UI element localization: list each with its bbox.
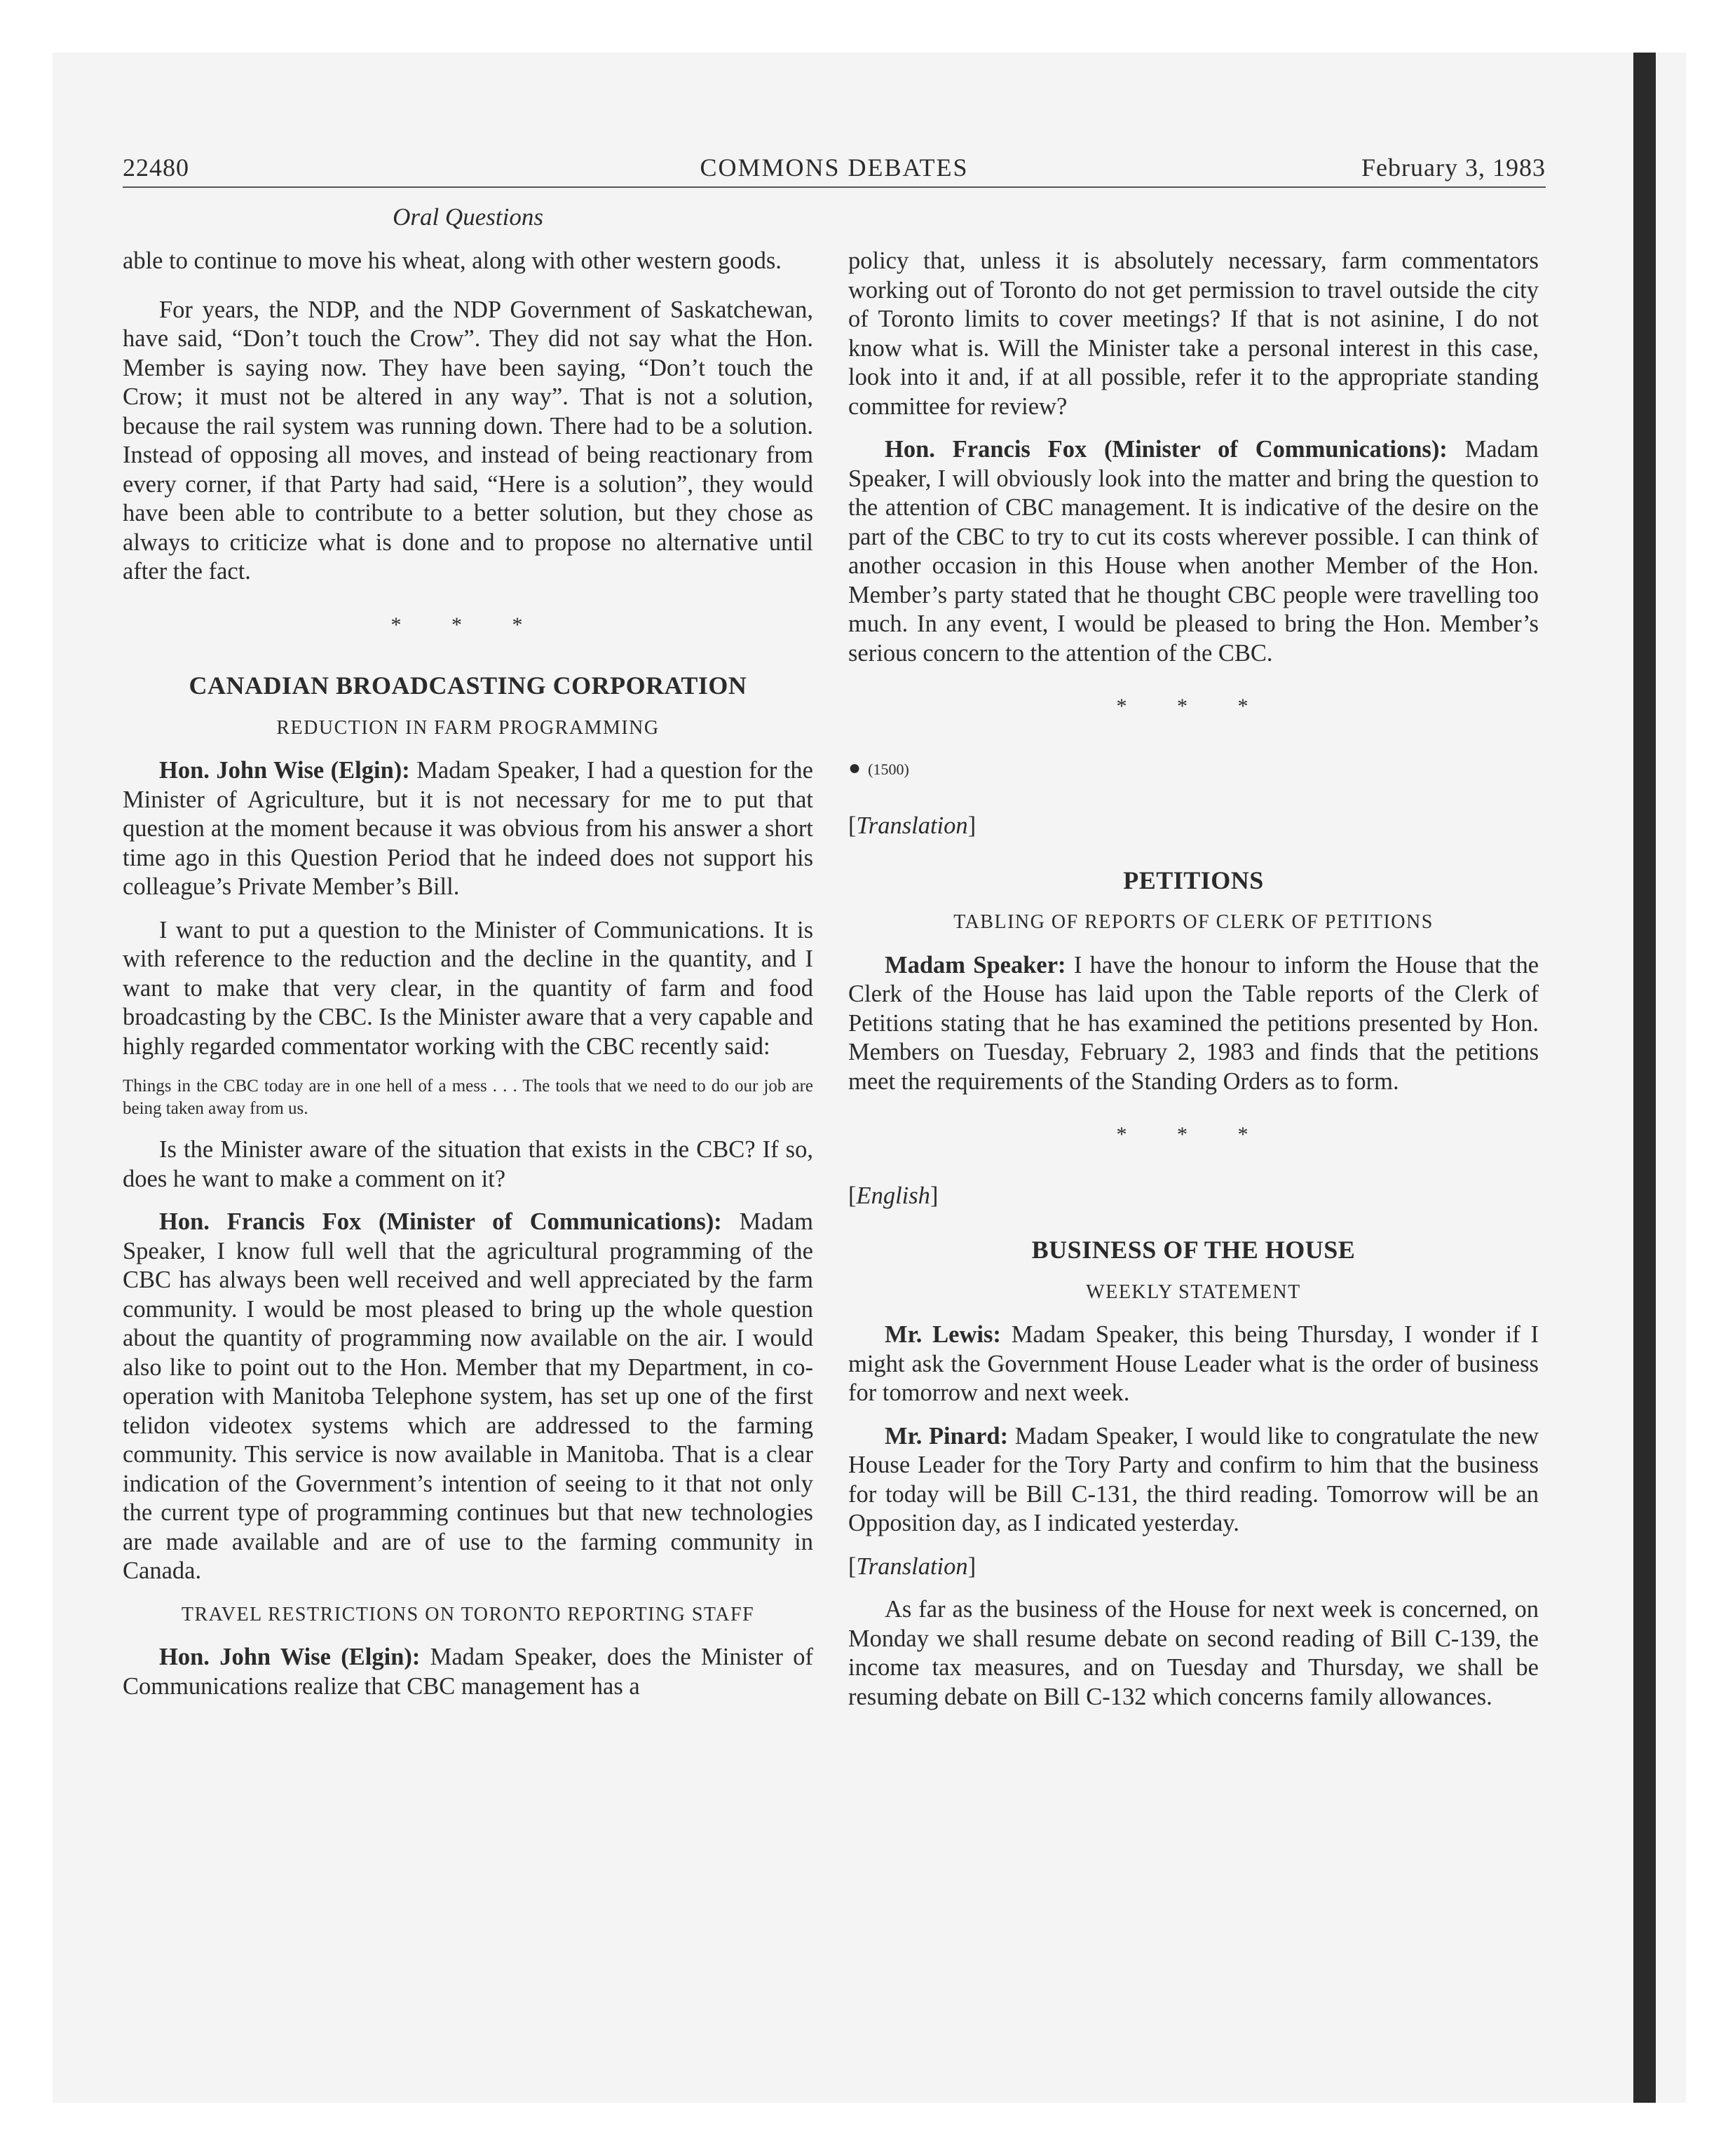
- speech-text: I have the honour to inform the House that the Clerk of the House has laid upon the Table reports of the Clerk of Petitions stating that he has examined the petitions presented by Hon. Members on Tuesday, February 2, 1983 and finds that the petitions meet the requirements of the Standing Orders as to form.: [848, 951, 1539, 1095]
- speech-text: Madam Speaker, this being Thursday, I wonder if I might ask the Government House Leader what is the order of business for tomorrow and next week.: [848, 1321, 1539, 1406]
- speech-text: Madam Speaker, I would like to congratulate the new House Leader for the Tory Party and confirm to him that the business for today will be Bill C-131, the third reading. Tomorrow will be an Opposition day, as I indicated yesterday.: [848, 1422, 1539, 1536]
- time-marker-text: (1500): [868, 760, 909, 778]
- speech-text: Madam Speaker, I will obviously look into the matter and bring the question to the attention of CBC management. It is indicative of the desire on the part of the CBC to try to cut its costs wherever possible. I can think of another occasion in this House when another Member of the Hon. Member’s party stated that he thought CBC people were travelling too much. In any event, I would be pleased to bring the Hon. Member’s serious concern to the attention of the CBC.: [848, 436, 1539, 667]
- subsection-heading: TABLING OF REPORTS OF CLERK OF PETITIONS: [953, 911, 1434, 933]
- paragraph: As far as the business of the House for next week is concerned, on Monday we shall resume debate on second reading of Bill C-139, the income tax measures, and on Tuesday and Thursday, we shall be resuming debate on Bill C-132 which concerns family allowances.: [848, 1596, 1539, 1710]
- section-heading: BUSINESS OF THE HOUSE: [1031, 1236, 1356, 1264]
- speaker-name: Hon. Francis Fox (Minister of Communications):: [159, 1208, 722, 1235]
- section-separator: * * *: [1116, 1123, 1271, 1146]
- running-head: Oral Questions: [393, 203, 543, 231]
- header-rule: [123, 186, 1546, 188]
- section-separator: * * *: [1116, 695, 1271, 718]
- page-header: [123, 153, 1546, 188]
- paragraph: Is the Minister aware of the situation that exists in the CBC? If so, does he want to make a comment on it?: [123, 1136, 813, 1192]
- language-marker-text: Translation: [856, 1553, 968, 1580]
- speaker-name: Hon. John Wise (Elgin):: [159, 757, 410, 784]
- language-marker-text: English: [856, 1182, 930, 1209]
- paragraph: policy that, unless it is absolutely necessary, farm commentators working out of Toronto do not get permission to travel outside the city of Toronto limits to cover meetings? If that is not asinine, I do not know what is. Will the Minister take a personal interest in this case, look into it and, if at all possible, refer it to the appropriate standing committee for review?: [848, 247, 1539, 420]
- section-separator: * * *: [390, 613, 545, 636]
- language-marker: [English]: [848, 1182, 939, 1209]
- subsection-heading: REDUCTION IN FARM PROGRAMMING: [276, 716, 660, 739]
- speaker-name: Hon. John Wise (Elgin):: [159, 1644, 421, 1670]
- paragraph: able to continue to move his wheat, along with other western goods.: [123, 247, 782, 274]
- right-column: [848, 247, 1539, 1726]
- speech-text: Madam Speaker, does the Minister of Communications realize that CBC management has a: [123, 1644, 814, 1700]
- left-column: [123, 247, 813, 1715]
- speaker-name: Mr. Pinard:: [885, 1422, 1009, 1449]
- paragraph: I want to put a question to the Minister of Communications. It is with reference to the reduction and the decline in the quantity, and I want to make that very clear, in the quantity of farm and food broadcasting by the CBC. Is the Minister aware that a very capable and highly regarded commentator working with the CBC recently said:: [123, 916, 813, 1060]
- subsection-heading: WEEKLY STATEMENT: [1086, 1281, 1301, 1303]
- speech-paragraph: [848, 951, 1539, 1097]
- speech-paragraph: [123, 756, 813, 902]
- publication-title: COMMONS DEBATES: [700, 153, 969, 182]
- time-marker: [848, 753, 1539, 784]
- publication-date: February 3, 1983: [1361, 153, 1546, 182]
- language-marker: [Translation]: [848, 1553, 977, 1580]
- page-number: 22480: [123, 153, 189, 182]
- speaker-name: Mr. Lewis:: [885, 1321, 1001, 1348]
- section-heading: PETITIONS: [1123, 866, 1264, 894]
- language-marker-text: Translation: [856, 812, 968, 839]
- speech-paragraph: [848, 1422, 1539, 1538]
- speech-paragraph: [123, 1643, 813, 1701]
- subsection-heading: TRAVEL RESTRICTIONS ON TORONTO REPORTING STAFF: [181, 1603, 755, 1625]
- section-heading: CANADIAN BROADCASTING CORPORATION: [189, 671, 747, 700]
- block-quote: Things in the CBC today are in one hell of a mess . . . The tools that we need to do our job are being taken away from us.: [123, 1077, 813, 1118]
- speech-paragraph: [848, 1321, 1539, 1408]
- speech-paragraph: [848, 435, 1539, 668]
- speech-text: Madam Speaker, I know full well that the agricultural programming of the CBC has always been well received and well appreciated by the farm community. I would be most pleased to bring up the whole question about the quantity of programming now available on the air. I would also like to point out to the Hon. Member that my Department, in co-operation with Manitoba Telephone system, has set up one of the first telidon videotex systems which are addressed to the farming community. This service is now available in Manitoba. That is a clear indication of the Government’s intention of seeing to it that not only the current type of programming continues but that new technologies are made available and are of use to the farming community in Canada.: [123, 1208, 814, 1584]
- speaker-name: Hon. Francis Fox (Minister of Communications):: [885, 436, 1448, 463]
- speech-paragraph: [123, 1208, 813, 1586]
- scan-edge-bar: [1633, 53, 1656, 2103]
- bullet-icon: ●: [848, 756, 862, 779]
- paragraph: For years, the NDP, and the NDP Government of Saskatchewan, have said, “Don’t touch the Crow”. They did not say what the Hon. Member is saying now. They have been saying, “Don’t touch the Crow; it must not be altered in any way”. That is not a solution, because the rail system was running down. There had to be a solution. Instead of opposing all moves, and instead of being reactionary from every corner, if that Party had said, “Here is a solution”, they would have been able to contribute to a better solution, but they chose as always to criticize what is done and to propose no alternative until after the fact.: [123, 296, 813, 585]
- speaker-name: Madam Speaker:: [885, 951, 1066, 978]
- speech-text: Madam Speaker, I had a question for the Minister of Agriculture, but it is not necessary for me to put that question at the moment because it was obvious from his answer a short time ago in this Question Period that he indeed does not support his colleague’s Private Member’s Bill.: [123, 757, 813, 900]
- language-marker: [Translation]: [848, 812, 977, 839]
